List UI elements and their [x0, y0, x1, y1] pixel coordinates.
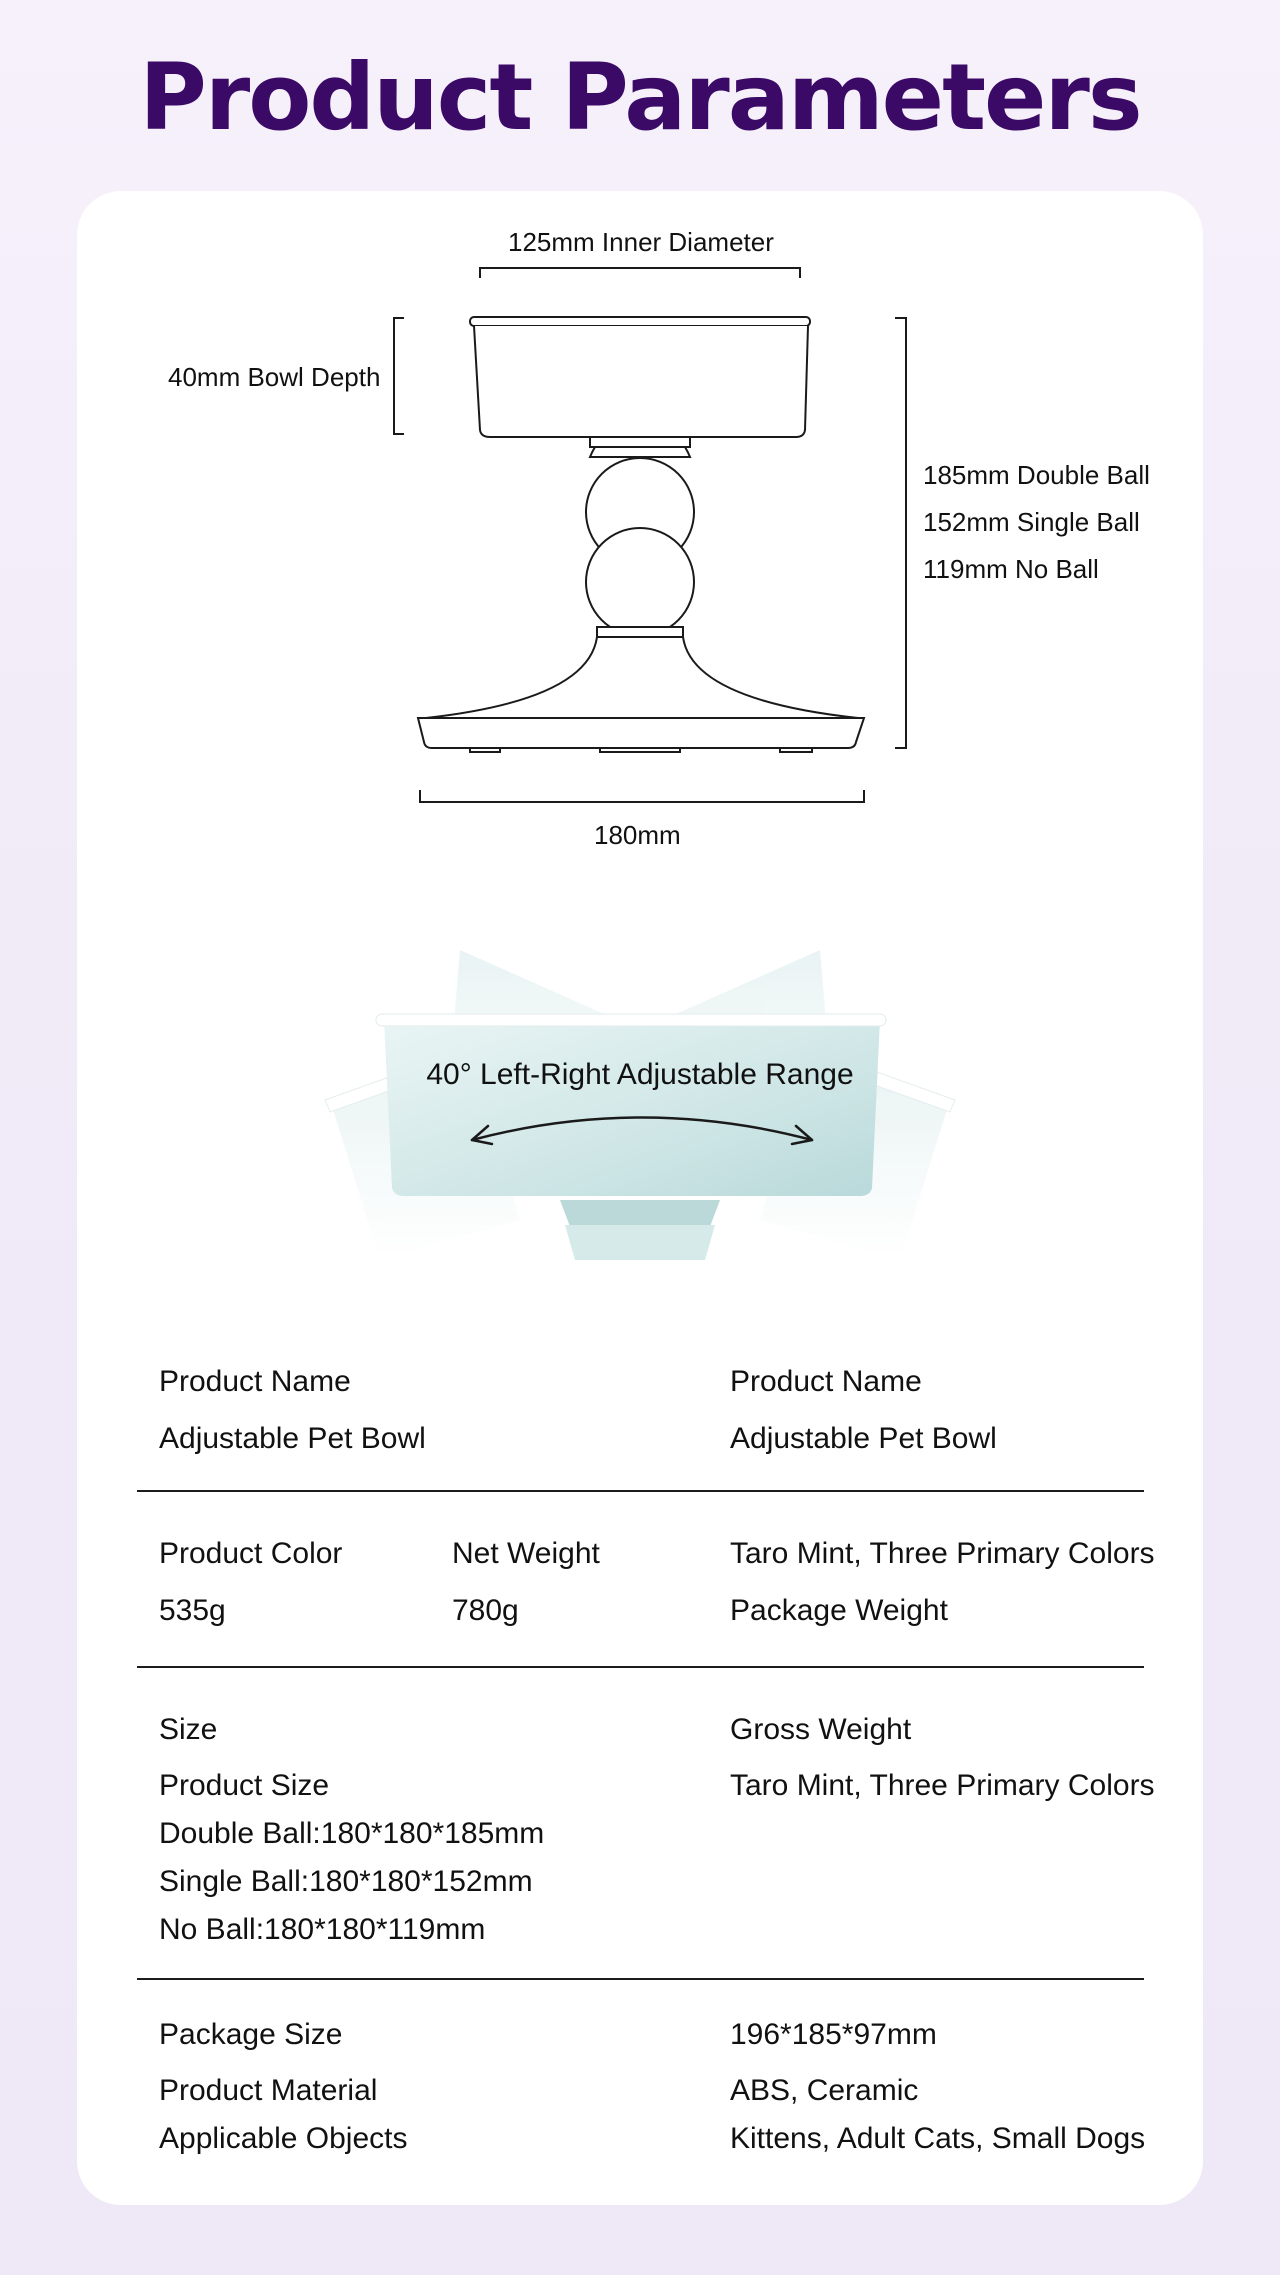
spec-label-product-color: Product Color: [159, 1537, 343, 1570]
height-double-ball-label: 185mm Double Ball: [923, 460, 1150, 490]
size-double-ball: Double Ball:180*180*185mm: [159, 1817, 545, 1850]
bowl-dimension-drawing: [0, 0, 1280, 880]
spec-value-gross-weight: Taro Mint, Three Primary Colors: [730, 1769, 1155, 1802]
height-single-ball-label: 152mm Single Ball: [923, 507, 1140, 537]
size-single-ball: Single Ball:180*180*152mm: [159, 1865, 533, 1898]
spec-label-package-size: Package Size: [159, 2018, 343, 2051]
spec-value-colors: Taro Mint, Three Primary Colors: [730, 1537, 1155, 1570]
spec-value-780g: 780g: [452, 1594, 519, 1627]
spec-value-material: ABS, Ceramic: [730, 2074, 919, 2107]
spec-label-package-weight: Package Weight: [730, 1594, 948, 1627]
spec-label-product-name-right: Product Name: [730, 1365, 922, 1398]
row-divider: [137, 1490, 1144, 1492]
row-divider: [137, 1666, 1144, 1668]
spec-value-product-name-left: Adjustable Pet Bowl: [159, 1422, 426, 1455]
spec-label-product-material: Product Material: [159, 2074, 378, 2107]
double-arrow-icon: [462, 1100, 822, 1160]
spec-value-product-name-right: Adjustable Pet Bowl: [730, 1422, 997, 1455]
bowl-depth-label: 40mm Bowl Depth: [168, 362, 381, 392]
spec-label-size: Size: [159, 1713, 218, 1746]
spec-value-package-size: 196*185*97mm: [730, 2018, 937, 2051]
height-no-ball-label: 119mm No Ball: [923, 554, 1099, 584]
base-width-label: 180mm: [594, 820, 681, 850]
adjustable-range-label: 40° Left-Right Adjustable Range: [426, 1058, 854, 1091]
size-no-ball: No Ball:180*180*119mm: [159, 1913, 486, 1946]
spec-label-product-name-left: Product Name: [159, 1365, 351, 1398]
spec-value-535g: 535g: [159, 1594, 226, 1627]
spec-label-gross-weight: Gross Weight: [730, 1713, 912, 1746]
spec-label-net-weight: Net Weight: [452, 1537, 600, 1570]
inner-diameter-label: 125mm Inner Diameter: [508, 227, 774, 257]
spec-label-product-size: Product Size: [159, 1769, 330, 1802]
page-title: Product Parameters: [139, 44, 1141, 151]
spec-label-applicable-objects: Applicable Objects: [159, 2122, 408, 2155]
product-size-list: [159, 1810, 544, 1954]
row-divider: [137, 1978, 1144, 1980]
spec-value-applicable-objects: Kittens, Adult Cats, Small Dogs: [730, 2122, 1146, 2155]
